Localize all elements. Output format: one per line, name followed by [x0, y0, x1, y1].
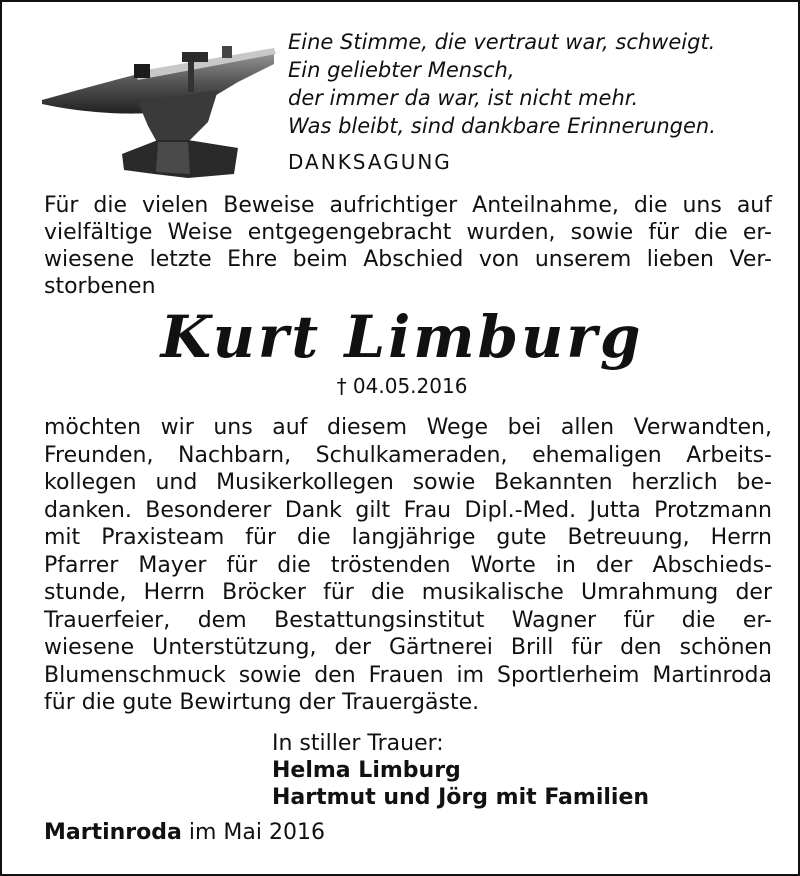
intro-line: storbenen	[44, 274, 156, 299]
mourner-name: Hartmut und Jörg mit Familien	[272, 785, 650, 810]
body-line: wiesene Unterstützung, der Gärtnerei Brill für den schönen	[44, 635, 772, 660]
intro-line: Für die vielen Beweise aufrichtiger Anteilnahme, die uns auf	[44, 193, 772, 218]
body-line: für die gute Bewirtung der Trauergäste.	[44, 690, 480, 715]
poem-line: Ein geliebter Mensch,	[288, 58, 515, 82]
body-line: Freunden, Nachbarn, Schulkameraden, ehemaligen Arbeits-	[44, 442, 772, 468]
place-town: Martinroda	[44, 820, 182, 845]
body-line: kollegen und Musikerkollegen sowie Bekannten herzlich be-	[44, 470, 772, 495]
body-line: Trauerfeier, dem Bestattungsinstitut Wagner für die er-	[44, 607, 772, 633]
mourners-intro: In stiller Trauer:	[272, 731, 444, 756]
body-line: stunde, Herrn Bröcker für die musikalische Umrahmung der	[44, 580, 772, 605]
mourner-name: Helma Limburg	[272, 758, 461, 783]
place-date-text: im Mai 2016	[188, 820, 325, 845]
intro-line: vielfältige Weise entgegengebracht wurden, sowie für die er-	[44, 220, 772, 245]
body-line: Pfarrer Mayer für die tröstenden Worte in der Abschieds-	[44, 552, 772, 578]
death-date: † 04.05.2016	[336, 374, 468, 398]
deceased-name: Kurt Limburg	[160, 303, 644, 371]
poem	[288, 28, 778, 140]
mourners	[272, 730, 649, 811]
intro-line: wiesene letzte Ehre beim Abschied von unserem lieben Ver-	[44, 247, 772, 272]
body-text	[44, 414, 772, 717]
anvil-icon	[38, 42, 278, 182]
poem-line: Eine Stimme, die vertraut war, schweigt.	[288, 30, 716, 54]
poem-line: der immer da war, ist nicht mehr.	[288, 86, 639, 110]
body-line: mit Praxisteam für die langjährige gute Betreuung, Herrn	[44, 525, 772, 550]
place-date	[44, 820, 325, 845]
body-line: danken. Besonderer Dank gilt Frau Dipl.-Med. Jutta Protzmann	[44, 497, 772, 523]
intro-text	[44, 192, 772, 300]
body-line: Blumenschmuck sowie den Frauen im Sportlerheim Martinroda	[44, 662, 772, 688]
poem-line: Was bleibt, sind dankbare Erinnerungen.	[288, 114, 716, 138]
heading-danksagung: DANKSAGUNG	[288, 150, 452, 174]
body-line: möchten wir uns auf diesem Wege bei allen Verwandten,	[44, 415, 772, 440]
